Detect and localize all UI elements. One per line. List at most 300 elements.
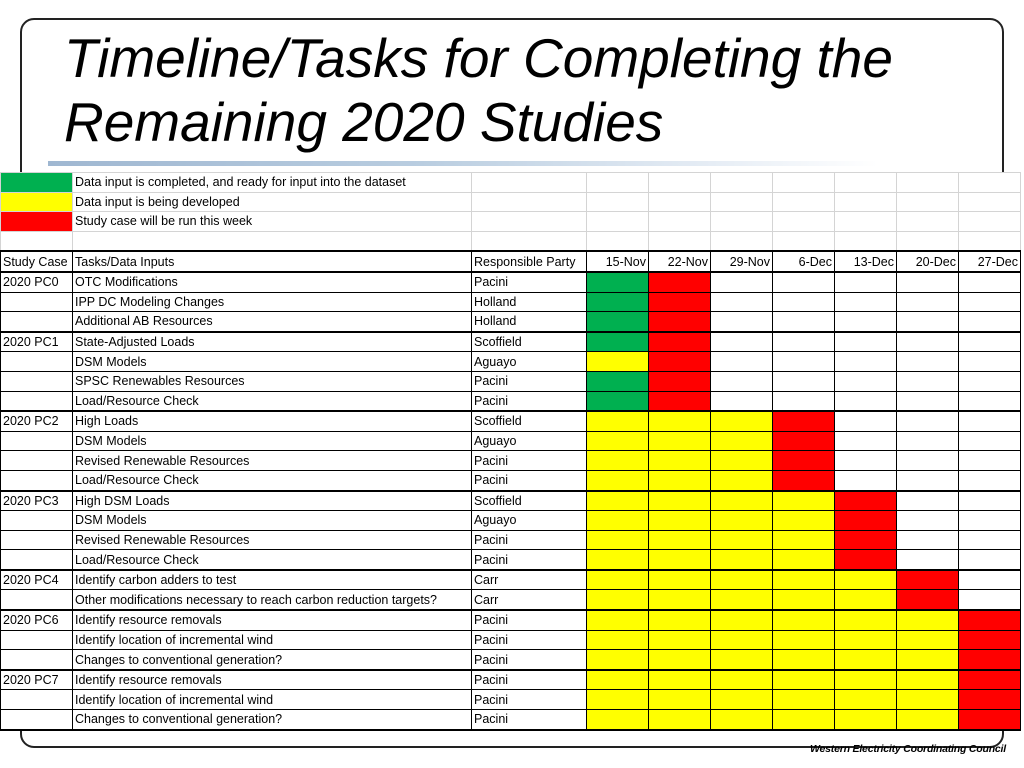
status-cell-yellow xyxy=(835,570,897,590)
status-cell-empty xyxy=(959,470,1021,490)
status-cell-empty xyxy=(897,371,959,391)
responsible-party-cell: Pacini xyxy=(472,530,587,550)
status-cell-empty xyxy=(959,371,1021,391)
status-cell-yellow xyxy=(649,451,711,471)
responsible-party-cell: Pacini xyxy=(472,710,587,730)
legend-label: Study case will be run this week xyxy=(73,212,472,232)
task-row xyxy=(1,570,1021,590)
status-cell-red xyxy=(649,352,711,372)
legend-row xyxy=(1,173,1021,193)
status-cell-empty xyxy=(897,431,959,451)
task-cell: Identify location of incremental wind xyxy=(73,690,472,710)
status-cell-empty xyxy=(711,391,773,411)
status-cell-yellow xyxy=(587,470,649,490)
status-cell-red xyxy=(773,431,835,451)
status-cell-green xyxy=(587,391,649,411)
status-cell-empty xyxy=(711,371,773,391)
status-cell-yellow xyxy=(587,431,649,451)
responsible-party-cell: Pacini xyxy=(472,371,587,391)
status-cell-yellow xyxy=(649,530,711,550)
task-cell: Load/Resource Check xyxy=(73,391,472,411)
study-case-cell xyxy=(1,371,73,391)
status-cell-empty xyxy=(711,292,773,312)
empty-cell xyxy=(472,212,587,232)
study-case-cell: 2020 PC7 xyxy=(1,670,73,690)
status-cell-yellow xyxy=(649,431,711,451)
status-cell-empty xyxy=(897,550,959,570)
task-row xyxy=(1,431,1021,451)
status-cell-yellow xyxy=(711,710,773,730)
empty-cell xyxy=(773,231,835,251)
status-cell-empty xyxy=(897,332,959,352)
column-header-tasks: Tasks/Data Inputs xyxy=(73,251,472,272)
empty-cell xyxy=(773,192,835,212)
status-cell-empty xyxy=(835,292,897,312)
column-header-week: 6-Dec xyxy=(773,251,835,272)
responsible-party-cell: Pacini xyxy=(472,272,587,292)
task-row xyxy=(1,312,1021,332)
status-cell-yellow xyxy=(711,650,773,670)
status-cell-yellow xyxy=(711,690,773,710)
status-cell-yellow xyxy=(711,511,773,531)
task-row xyxy=(1,411,1021,431)
empty-cell xyxy=(711,231,773,251)
status-cell-empty xyxy=(897,491,959,511)
status-cell-empty xyxy=(773,332,835,352)
status-cell-red xyxy=(773,470,835,490)
status-cell-red xyxy=(649,312,711,332)
task-row xyxy=(1,610,1021,630)
status-cell-yellow xyxy=(711,431,773,451)
study-case-cell xyxy=(1,690,73,710)
responsible-party-cell: Holland xyxy=(472,292,587,312)
status-cell-yellow xyxy=(897,670,959,690)
status-cell-empty xyxy=(773,312,835,332)
task-row xyxy=(1,670,1021,690)
task-cell: SPSC Renewables Resources xyxy=(73,371,472,391)
empty-cell xyxy=(897,212,959,232)
status-cell-empty xyxy=(959,590,1021,610)
status-cell-yellow xyxy=(587,670,649,690)
task-cell: Revised Renewable Resources xyxy=(73,451,472,471)
status-cell-empty xyxy=(711,272,773,292)
legend-row xyxy=(1,212,1021,232)
status-cell-yellow xyxy=(649,411,711,431)
status-cell-yellow xyxy=(773,511,835,531)
status-cell-yellow xyxy=(711,550,773,570)
status-cell-empty xyxy=(711,352,773,372)
study-case-cell xyxy=(1,630,73,650)
status-cell-red xyxy=(959,630,1021,650)
status-cell-red xyxy=(649,371,711,391)
status-cell-yellow xyxy=(711,530,773,550)
slide-title-line-2: Remaining 2020 Studies xyxy=(64,91,664,153)
task-cell: Revised Renewable Resources xyxy=(73,530,472,550)
legend-swatch-red xyxy=(1,212,73,232)
study-case-cell xyxy=(1,470,73,490)
status-cell-yellow xyxy=(587,451,649,471)
responsible-party-cell: Pacini xyxy=(472,391,587,411)
status-cell-empty xyxy=(897,391,959,411)
status-cell-yellow xyxy=(773,530,835,550)
study-case-cell: 2020 PC2 xyxy=(1,411,73,431)
status-cell-yellow xyxy=(587,690,649,710)
task-row xyxy=(1,391,1021,411)
empty-cell xyxy=(959,192,1021,212)
task-row xyxy=(1,371,1021,391)
status-cell-empty xyxy=(897,312,959,332)
status-cell-green xyxy=(587,371,649,391)
status-cell-yellow xyxy=(711,570,773,590)
status-cell-yellow xyxy=(649,670,711,690)
empty-cell xyxy=(711,212,773,232)
empty-cell xyxy=(649,212,711,232)
status-cell-empty xyxy=(959,530,1021,550)
task-cell: DSM Models xyxy=(73,511,472,531)
status-cell-yellow xyxy=(649,470,711,490)
status-cell-yellow xyxy=(649,511,711,531)
task-cell: DSM Models xyxy=(73,352,472,372)
study-case-cell xyxy=(1,550,73,570)
status-cell-yellow xyxy=(587,411,649,431)
status-cell-yellow xyxy=(773,491,835,511)
task-row xyxy=(1,491,1021,511)
status-cell-yellow xyxy=(587,610,649,630)
status-cell-empty xyxy=(897,530,959,550)
responsible-party-cell: Aguayo xyxy=(472,511,587,531)
empty-cell xyxy=(472,231,587,251)
empty-cell xyxy=(959,173,1021,193)
status-cell-yellow xyxy=(897,610,959,630)
status-cell-yellow xyxy=(835,670,897,690)
status-cell-yellow xyxy=(587,352,649,372)
task-cell: Changes to conventional generation? xyxy=(73,710,472,730)
responsible-party-cell: Scoffield xyxy=(472,411,587,431)
empty-cell xyxy=(897,173,959,193)
study-case-cell xyxy=(1,312,73,332)
status-cell-empty xyxy=(773,272,835,292)
study-case-cell xyxy=(1,710,73,730)
status-cell-yellow xyxy=(897,690,959,710)
status-cell-empty xyxy=(897,511,959,531)
column-header-week: 15-Nov xyxy=(587,251,649,272)
study-case-cell xyxy=(1,292,73,312)
responsible-party-cell: Aguayo xyxy=(472,352,587,372)
study-case-cell xyxy=(1,590,73,610)
status-cell-green xyxy=(587,332,649,352)
study-case-cell xyxy=(1,391,73,411)
status-cell-red xyxy=(959,690,1021,710)
study-case-cell: 2020 PC1 xyxy=(1,332,73,352)
status-cell-empty xyxy=(773,371,835,391)
status-cell-empty xyxy=(835,431,897,451)
status-cell-red xyxy=(835,550,897,570)
status-cell-green xyxy=(587,292,649,312)
status-cell-empty xyxy=(959,312,1021,332)
task-cell: Identify carbon adders to test xyxy=(73,570,472,590)
status-cell-yellow xyxy=(649,650,711,670)
status-cell-yellow xyxy=(773,630,835,650)
status-cell-empty xyxy=(959,352,1021,372)
column-header-week: 27-Dec xyxy=(959,251,1021,272)
task-row xyxy=(1,650,1021,670)
responsible-party-cell: Scoffield xyxy=(472,332,587,352)
status-cell-red xyxy=(649,391,711,411)
status-cell-yellow xyxy=(587,530,649,550)
study-case-cell xyxy=(1,511,73,531)
study-case-cell xyxy=(1,431,73,451)
responsible-party-cell: Pacini xyxy=(472,610,587,630)
status-cell-red xyxy=(835,491,897,511)
task-cell: DSM Models xyxy=(73,431,472,451)
status-cell-yellow xyxy=(711,411,773,431)
empty-cell xyxy=(587,231,649,251)
status-cell-empty xyxy=(959,411,1021,431)
status-cell-yellow xyxy=(897,650,959,670)
task-cell: Identify location of incremental wind xyxy=(73,630,472,650)
status-cell-yellow xyxy=(587,491,649,511)
status-cell-yellow xyxy=(649,491,711,511)
study-case-cell: 2020 PC0 xyxy=(1,272,73,292)
status-cell-red xyxy=(649,272,711,292)
task-cell: Additional AB Resources xyxy=(73,312,472,332)
empty-cell xyxy=(711,192,773,212)
status-cell-empty xyxy=(897,411,959,431)
responsible-party-cell: Pacini xyxy=(472,650,587,670)
status-cell-yellow xyxy=(835,590,897,610)
status-cell-red xyxy=(773,451,835,471)
status-cell-red xyxy=(649,292,711,312)
study-case-cell: 2020 PC6 xyxy=(1,610,73,630)
empty-cell xyxy=(959,212,1021,232)
status-cell-empty xyxy=(897,451,959,471)
status-cell-yellow xyxy=(773,570,835,590)
status-cell-red xyxy=(959,710,1021,730)
empty-cell xyxy=(587,192,649,212)
status-cell-empty xyxy=(711,332,773,352)
study-case-cell xyxy=(1,650,73,670)
status-cell-empty xyxy=(959,491,1021,511)
status-cell-red xyxy=(649,332,711,352)
status-cell-empty xyxy=(959,332,1021,352)
status-cell-red xyxy=(835,530,897,550)
status-cell-yellow xyxy=(587,590,649,610)
status-cell-yellow xyxy=(587,550,649,570)
task-cell: IPP DC Modeling Changes xyxy=(73,292,472,312)
header-row xyxy=(1,251,1021,272)
status-cell-empty xyxy=(897,292,959,312)
empty-cell xyxy=(1,231,73,251)
status-cell-yellow xyxy=(711,590,773,610)
empty-cell xyxy=(773,173,835,193)
status-cell-yellow xyxy=(711,670,773,690)
organization-logo: Western Electricity Coordinating Council xyxy=(809,743,1006,755)
empty-cell xyxy=(73,231,472,251)
status-cell-red xyxy=(897,570,959,590)
schedule-table xyxy=(0,172,1021,731)
task-cell: Other modifications necessary to reach carbon reduction targets? xyxy=(73,590,472,610)
task-cell: OTC Modifications xyxy=(73,272,472,292)
responsible-party-cell: Pacini xyxy=(472,550,587,570)
task-row xyxy=(1,292,1021,312)
empty-cell xyxy=(773,212,835,232)
spacer-row xyxy=(1,231,1021,251)
status-cell-empty xyxy=(711,312,773,332)
task-cell: Changes to conventional generation? xyxy=(73,650,472,670)
status-cell-empty xyxy=(835,332,897,352)
status-cell-empty xyxy=(959,292,1021,312)
column-header-study-case: Study Case xyxy=(1,251,73,272)
status-cell-empty xyxy=(959,570,1021,590)
status-cell-yellow xyxy=(773,610,835,630)
status-cell-yellow xyxy=(835,710,897,730)
status-cell-yellow xyxy=(649,610,711,630)
status-cell-yellow xyxy=(649,570,711,590)
status-cell-yellow xyxy=(773,710,835,730)
empty-cell xyxy=(835,192,897,212)
empty-cell xyxy=(587,173,649,193)
status-cell-empty xyxy=(835,470,897,490)
status-cell-yellow xyxy=(773,550,835,570)
task-row xyxy=(1,590,1021,610)
status-cell-empty xyxy=(959,550,1021,570)
status-cell-yellow xyxy=(897,710,959,730)
column-header-week: 22-Nov xyxy=(649,251,711,272)
status-cell-empty xyxy=(835,391,897,411)
status-cell-empty xyxy=(835,272,897,292)
study-case-cell xyxy=(1,352,73,372)
schedule-body xyxy=(1,173,1021,730)
status-cell-red xyxy=(959,650,1021,670)
task-row xyxy=(1,550,1021,570)
status-cell-empty xyxy=(897,272,959,292)
title-underline xyxy=(48,161,878,166)
column-header-week: 29-Nov xyxy=(711,251,773,272)
status-cell-yellow xyxy=(773,690,835,710)
study-case-cell xyxy=(1,451,73,471)
status-cell-red xyxy=(959,610,1021,630)
legend-swatch-yellow xyxy=(1,192,73,212)
empty-cell xyxy=(649,173,711,193)
task-cell: State-Adjusted Loads xyxy=(73,332,472,352)
legend-label: Data input is completed, and ready for input into the dataset xyxy=(73,173,472,193)
status-cell-yellow xyxy=(649,590,711,610)
empty-cell xyxy=(959,231,1021,251)
status-cell-empty xyxy=(959,391,1021,411)
column-header-week: 20-Dec xyxy=(897,251,959,272)
column-header-week: 13-Dec xyxy=(835,251,897,272)
status-cell-empty xyxy=(959,511,1021,531)
status-cell-empty xyxy=(773,292,835,312)
empty-cell xyxy=(897,231,959,251)
study-case-cell: 2020 PC3 xyxy=(1,491,73,511)
slide-title-line-1: Timeline/Tasks for Completing the xyxy=(64,27,893,89)
task-row xyxy=(1,690,1021,710)
status-cell-yellow xyxy=(835,690,897,710)
task-row xyxy=(1,630,1021,650)
status-cell-red xyxy=(773,411,835,431)
status-cell-red xyxy=(835,511,897,531)
study-case-cell: 2020 PC4 xyxy=(1,570,73,590)
slide-title xyxy=(64,26,964,154)
responsible-party-cell: Scoffield xyxy=(472,491,587,511)
status-cell-empty xyxy=(773,391,835,411)
empty-cell xyxy=(711,173,773,193)
status-cell-empty xyxy=(835,352,897,372)
responsible-party-cell: Pacini xyxy=(472,630,587,650)
responsible-party-cell: Carr xyxy=(472,590,587,610)
status-cell-empty xyxy=(835,411,897,431)
status-cell-empty xyxy=(897,352,959,372)
legend-row xyxy=(1,192,1021,212)
empty-cell xyxy=(835,231,897,251)
responsible-party-cell: Pacini xyxy=(472,470,587,490)
status-cell-yellow xyxy=(587,570,649,590)
status-cell-yellow xyxy=(587,650,649,670)
empty-cell xyxy=(897,192,959,212)
empty-cell xyxy=(472,192,587,212)
responsible-party-cell: Carr xyxy=(472,570,587,590)
status-cell-empty xyxy=(959,272,1021,292)
task-row xyxy=(1,352,1021,372)
legend-swatch-green xyxy=(1,173,73,193)
task-row xyxy=(1,530,1021,550)
task-cell: High Loads xyxy=(73,411,472,431)
status-cell-yellow xyxy=(773,650,835,670)
responsible-party-cell: Pacini xyxy=(472,690,587,710)
status-cell-yellow xyxy=(649,630,711,650)
status-cell-yellow xyxy=(835,610,897,630)
empty-cell xyxy=(835,212,897,232)
status-cell-yellow xyxy=(711,630,773,650)
responsible-party-cell: Pacini xyxy=(472,451,587,471)
status-cell-yellow xyxy=(587,710,649,730)
empty-cell xyxy=(835,173,897,193)
task-row xyxy=(1,451,1021,471)
study-case-cell xyxy=(1,530,73,550)
empty-cell xyxy=(587,212,649,232)
empty-cell xyxy=(472,173,587,193)
status-cell-green xyxy=(587,312,649,332)
responsible-party-cell: Aguayo xyxy=(472,431,587,451)
status-cell-empty xyxy=(959,431,1021,451)
empty-cell xyxy=(649,192,711,212)
task-row xyxy=(1,710,1021,730)
status-cell-yellow xyxy=(897,630,959,650)
task-row xyxy=(1,272,1021,292)
status-cell-yellow xyxy=(835,630,897,650)
responsible-party-cell: Pacini xyxy=(472,670,587,690)
status-cell-yellow xyxy=(835,650,897,670)
column-header-responsible-party: Responsible Party xyxy=(472,251,587,272)
task-row xyxy=(1,470,1021,490)
status-cell-yellow xyxy=(649,690,711,710)
legend-label: Data input is being developed xyxy=(73,192,472,212)
task-row xyxy=(1,332,1021,352)
empty-cell xyxy=(649,231,711,251)
status-cell-yellow xyxy=(587,630,649,650)
status-cell-yellow xyxy=(773,670,835,690)
status-cell-empty xyxy=(959,451,1021,471)
task-cell: Identify resource removals xyxy=(73,670,472,690)
responsible-party-cell: Holland xyxy=(472,312,587,332)
task-cell: Load/Resource Check xyxy=(73,550,472,570)
status-cell-red xyxy=(959,670,1021,690)
status-cell-empty xyxy=(835,312,897,332)
status-cell-empty xyxy=(773,352,835,372)
task-cell: High DSM Loads xyxy=(73,491,472,511)
status-cell-yellow xyxy=(711,610,773,630)
